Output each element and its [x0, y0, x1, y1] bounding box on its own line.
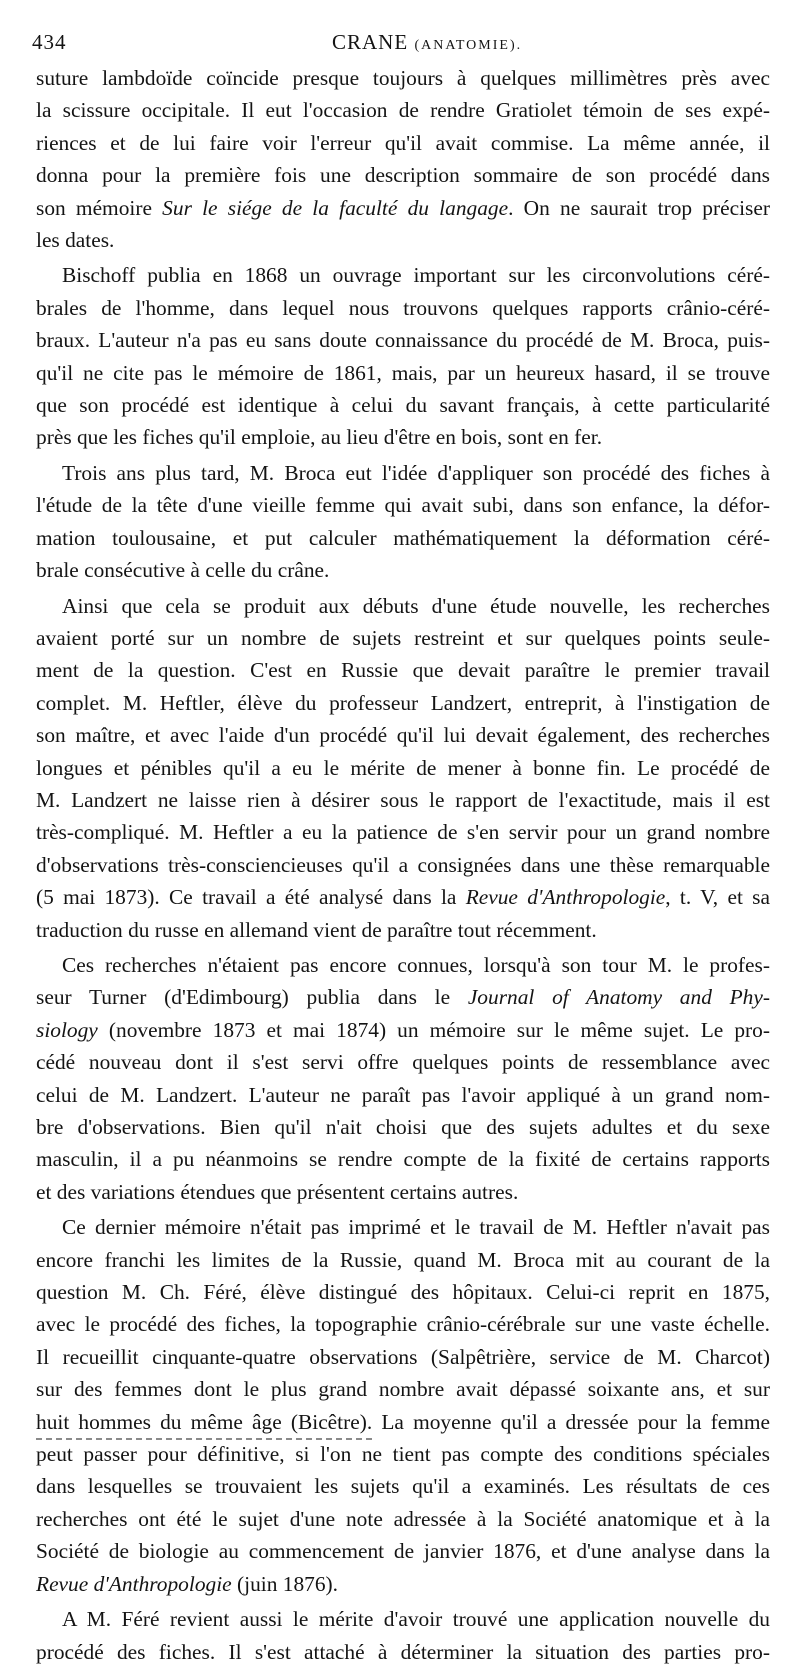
page-header — [32, 22, 756, 62]
text-line: M. Landzert ne laisse rien à désirer sous le rapport de l'exactitude, mais il est — [36, 787, 770, 812]
text-line — [36, 881, 770, 913]
text-line: dans lesquelles se trouvaient les sujets qu'il a examinés. Les résultats de ces — [36, 1474, 770, 1499]
text-line: Trois ans plus tard, M. Broca eut l'idée d'appliquer son procédé des fiches à — [62, 460, 770, 485]
text-line: question M. Ch. Féré, élève distingué des hôpitaux. Celui-ci reprit en 1875, — [36, 1280, 770, 1305]
text-line: A M. Féré revient aussi le mérite d'avoir trouvé une application nouvelle du — [62, 1607, 770, 1632]
text-line: l'étude de la tête d'une vieille femme qui avait subi, dans son enfance, la défor- — [36, 493, 770, 518]
text-line: Bischoff publia en 1868 un ouvrage important sur les circonvolutions céré- — [62, 263, 770, 288]
text-line — [36, 192, 770, 224]
text-line: brales de l'homme, dans lequel nous trouvons quelques rapports crânio-céré- — [36, 295, 770, 320]
text-line: traduction du russe en allemand vient de paraître tout récemment. — [36, 917, 597, 942]
text-line: donna pour la première fois une description sommaire de son procédé dans — [36, 163, 770, 188]
page-number: 434 — [32, 30, 67, 54]
text-line: et des variations étendues que présentent certains autres. — [36, 1179, 519, 1204]
text-line: sur des femmes dont le plus grand nombre avait dépassé soixante ans, et sur — [36, 1377, 770, 1402]
text-line: qu'il ne cite pas le mémoire de 1861, mais, par un heureux hasard, il se trouve — [36, 360, 770, 385]
text-run: son mémoire — [36, 195, 163, 220]
text-line: son maître, et avec l'aide d'un procédé qu'il lui devait également, des recherches — [36, 723, 770, 748]
italic-title: Revue d'Anthropologie — [36, 1571, 232, 1596]
text-line — [36, 1568, 770, 1600]
footer-rule — [36, 1438, 372, 1440]
text-line: Ce dernier mémoire n'était pas imprimé et le travail de M. Heftler n'avait pas — [62, 1215, 770, 1240]
text-run: (5 mai 1873). Ce travail a été analysé dans la — [36, 885, 466, 910]
text-line: les dates. — [36, 228, 115, 253]
text-run: . On ne saurait trop préciser — [508, 195, 770, 220]
running-subtitle: (ANATOMIE). — [414, 38, 523, 53]
text-line: masculin, il a pu néanmoins se rendre compte de la fixité de certains rapports — [36, 1147, 770, 1172]
text-line: près que les fiches qu'il emploie, au lieu d'être en bois, sont en fer. — [36, 425, 603, 450]
text-line: bre d'observations. Bien qu'il n'ait choisi que des sujets adultes et du sexe — [36, 1115, 770, 1139]
text-line: huit hommes du même âge (Bicêtre). La moyenne qu'il a dressée pour la femme — [36, 1409, 770, 1434]
text-line — [36, 981, 770, 1013]
text-line: d'observations très-consciencieuses qu'il a consignées dans une thèse remarquable — [36, 852, 770, 877]
text-line: suture lambdoïde coïncide presque toujours à quelques millimètres près avec — [36, 66, 770, 90]
text-run: (juin 1876). — [231, 1571, 339, 1596]
text-line: la scissure occipitale. Il eut l'occasion de rendre Gratiolet témoin de ses expé- — [36, 98, 770, 123]
text-line: longues et pénibles qu'il a eu le mérite de mener à bonne fin. Le procédé de — [36, 755, 770, 780]
text-line: Ainsi que cela se produit aux débuts d'une étude nouvelle, les recherches — [62, 593, 770, 618]
text-line: complet. M. Heftler, élève du professeur Landzert, entreprit, à l'instigation de — [36, 690, 770, 715]
text-line: cédé nouveau dont il s'est servi offre quelques points de ressemblance avec — [36, 1050, 770, 1075]
text-line — [36, 1014, 770, 1046]
text-line: avaient porté sur un nombre de sujets restreint et sur quelques points seule- — [36, 625, 770, 650]
italic-title: Journal of Anatomy and Phy- — [467, 985, 770, 1010]
text-run: (novembre 1873 et mai 1874) un mémoire sur le même sujet. Le pro- — [97, 1017, 770, 1042]
body-text — [36, 62, 770, 1668]
text-line: riences et de lui faire voir l'erreur qu'il avait commise. La même année, il — [36, 130, 770, 155]
text-line: Société de biologie au commencement de janvier 1876, et d'une analyse dans la — [36, 1539, 770, 1564]
text-line: Ces recherches n'étaient pas encore connues, lorsqu'à son tour M. le profes- — [62, 952, 770, 977]
italic-title: siology — [36, 1017, 98, 1042]
text-line: peut passer pour définitive, si l'on ne tient pas compte des conditions spéciales — [36, 1442, 770, 1467]
running-title: CRANE — [332, 30, 409, 54]
text-line: recherches ont été le sujet d'une note adressée à la Société anatomique et à la — [36, 1506, 770, 1531]
text-line: avec le procédé des fiches, la topographie crânio-cérébrale sur une vaste échelle. — [36, 1312, 770, 1337]
text-line: encore franchi les limites de la Russie, quand M. Broca mit au courant de la — [36, 1247, 770, 1272]
text-line: ment de la question. C'est en Russie que devait paraître le premier travail — [36, 658, 770, 683]
italic-title: Revue d'Anthropologie — [465, 885, 666, 910]
text-line: braux. L'auteur n'a pas eu sans doute connaissance du procédé de M. Broca, puis- — [36, 328, 770, 353]
text-run: , t. V, et sa — [665, 885, 770, 910]
text-line: très-compliqué. M. Heftler a eu la patience de s'en servir pour un grand nombre — [36, 820, 770, 845]
text-line: brale consécutive à celle du crâne. — [36, 558, 330, 583]
text-line: celui de M. Landzert. L'auteur ne paraît pas l'avoir appliqué à un grand nom- — [36, 1082, 770, 1107]
running-head — [332, 30, 522, 55]
text-run: seur Turner (d'Edimbourg) publia dans le — [36, 985, 468, 1010]
italic-title: Sur le siége de la faculté du langage — [162, 195, 509, 220]
text-line: mation toulousaine, et put calculer mathématiquement la déformation céré- — [36, 525, 770, 550]
text-line: Il recueillit cinquante-quatre observations (Salpêtrière, service de M. Charcot) — [36, 1344, 770, 1369]
text-line: procédé des fiches. Il s'est attaché à déterminer la situation des parties pro- — [36, 1639, 770, 1664]
text-line: que son procédé est identique à celui du savant français, à cette particularité — [36, 393, 770, 418]
